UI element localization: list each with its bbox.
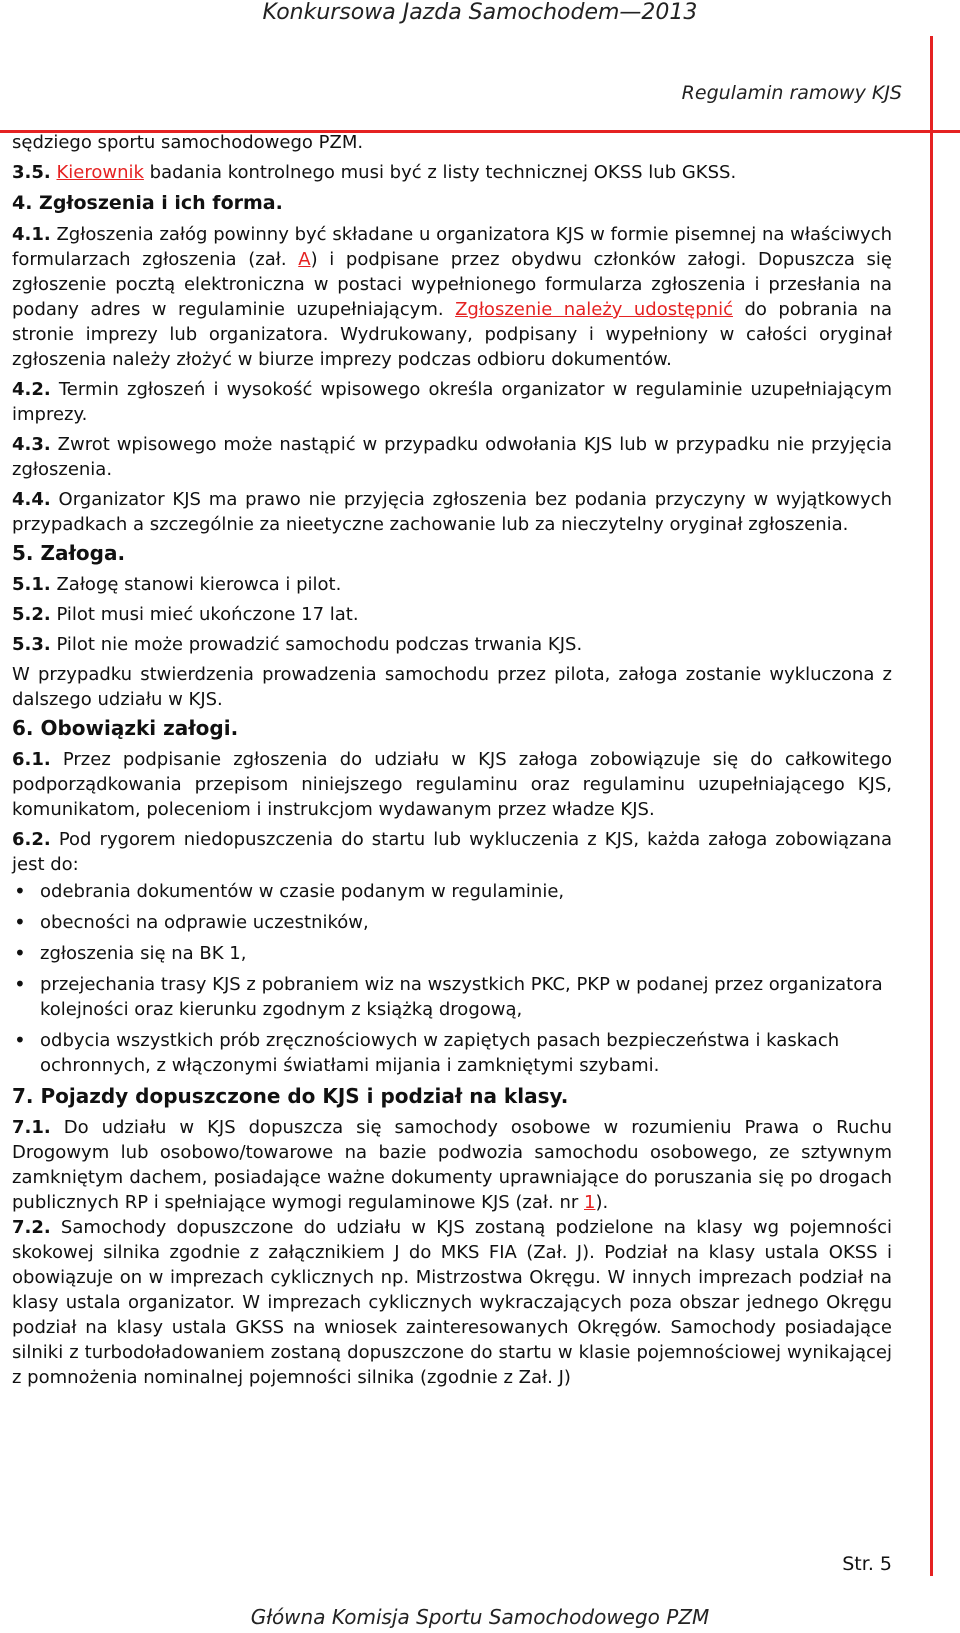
list-item: • odbycia wszystkich prób zręcznościowych w zapiętych pasach bezpieczeństwa i kaskach ochronnych, z włączonymi światłami mijania i zamkniętymi szybami. bbox=[12, 1028, 892, 1078]
page-number: Str. 5 bbox=[842, 1553, 892, 1575]
section-number: 4.3. bbox=[12, 434, 51, 455]
section-number: 5.3. bbox=[12, 634, 51, 655]
section-text: Termin zgłoszeń i wysokość wpisowego określa organizator w regulaminie uzupełniającym imprezy. bbox=[12, 379, 892, 425]
section-5-1 bbox=[12, 572, 892, 597]
link-zal-a[interactable]: A bbox=[298, 249, 311, 270]
heading-5: 5. Załoga. bbox=[12, 541, 126, 565]
section-text: Organizator KJS ma prawo nie przyjęcia zgłoszenia bez podania przyczyny w wyjątkowych przypadkach a szczególnie za nieetyczne zachowanie lub za nieczytelny oryginał zgłoszenia. bbox=[12, 489, 892, 535]
link-kierownik[interactable]: Kierownik bbox=[56, 162, 144, 183]
section-number: 4.2. bbox=[12, 379, 51, 400]
document-body bbox=[12, 130, 892, 1390]
section-text: Do udziału w KJS dopuszcza się samochody osobowe w rozumieniu Prawa o Ruchu Drogowym lub osobowo/towarowe na bazie podwozia samochodu osobowego, ze sztywnym zamkniętym dachem, posiadające ważne dokumenty uprawniające do poruszania się po drogach publicznych RP i spełniające wymogi regulaminowe KJS (zał. nr bbox=[12, 1117, 892, 1213]
section-text: Zgłoszenia załóg powinny być składane u organizatora KJS w formie pisemnej na właściwych formularzach zgłoszenia (zał. bbox=[12, 224, 892, 270]
list-item: • obecności na odprawie uczestników, bbox=[12, 910, 892, 935]
section-number: 3.5. bbox=[12, 162, 51, 183]
section-5-3 bbox=[12, 632, 892, 657]
header-subtitle: Regulamin ramowy KJS bbox=[681, 82, 902, 104]
paragraph: W przypadku stwierdzenia prowadzenia samochodu przez pilota, załoga zostanie wykluczona z dalszego udziału w KJS. bbox=[12, 664, 892, 710]
section-number: 4.4. bbox=[12, 489, 51, 510]
header-title: Konkursowa Jazda Samochodem—2013 bbox=[262, 0, 698, 25]
list-item: • zgłoszenia się na BK 1, bbox=[12, 941, 892, 966]
section-text: do pobrania na stronie imprezy lub organizatora. Wydrukowany, podpisany i wypełniony w całości oryginał zgłoszenia należy złożyć w biurze imprezy podczas odbioru dokumentów. bbox=[12, 299, 893, 370]
heading-7: 7. Pojazdy dopuszczone do KJS i podział na klasy. bbox=[12, 1084, 569, 1108]
section-6-1 bbox=[12, 747, 892, 822]
section-7-2 bbox=[12, 1215, 892, 1390]
section-number: 6.2. bbox=[12, 829, 51, 850]
section-text: ). bbox=[595, 1192, 609, 1213]
section-text: badania kontrolnego musi być z listy technicznej OKSS lub GKSS. bbox=[143, 162, 737, 183]
section-number: 4.1. bbox=[12, 224, 51, 245]
section-number: 7.1. bbox=[12, 1117, 51, 1138]
footer: Główna Komisja Sportu Samochodowego PZM bbox=[250, 1605, 710, 1629]
section-number: 5.2. bbox=[12, 604, 51, 625]
section-text: Pod rygorem niedopuszczenia do startu lub wykluczenia z KJS, każda załoga zobowiązana jest do: bbox=[12, 829, 892, 875]
section-text: ) i podpisane przez obydwu członków załogi. Dopuszcza się zgłoszenie pocztą elektroniczna w postaci wypełnionego formularza zgłoszenia i przesłania na podany adres w regulaminie uzupełniającym. bbox=[12, 249, 893, 320]
section-4-4 bbox=[12, 487, 892, 537]
section-4-1 bbox=[12, 222, 892, 372]
list-item: • przejechania trasy KJS z pobraniem wiz na wszystkich PKC, PKP w podanej przez organizatora kolejności oraz kierunku zgodnym z książką drogową, bbox=[12, 972, 892, 1022]
section-number: 7.2. bbox=[12, 1217, 51, 1238]
section-text: Pilot nie może prowadzić samochodu podczas trwania KJS. bbox=[50, 634, 583, 655]
section-3-5 bbox=[12, 160, 892, 185]
list-item: • odebrania dokumentów w czasie podanym w regulaminie, bbox=[12, 879, 892, 904]
obligations-list bbox=[12, 879, 892, 1078]
paragraph: sędziego sportu samochodowego PZM. bbox=[12, 132, 364, 153]
section-7-1 bbox=[12, 1115, 892, 1215]
section-text: Załogę stanowi kierowca i pilot. bbox=[50, 574, 342, 595]
heading-6: 6. Obowiązki załogi. bbox=[12, 716, 239, 740]
link-zal-1[interactable]: 1 bbox=[584, 1192, 596, 1213]
section-text: Samochody dopuszczone do udziału w KJS zostaną podzielone na klasy wg pojemności skokowej silnika zgodnie z załącznikiem J do MKS FIA (Zał. J). Podział na klasy ustala OKSS i obowiązuje on w imprezach cyklicznych np. Mistrzostwa Okręgu. W innych imprezach podział na klasy ustala organizator. W imprezach cyklicznych wykraczających poza obszar jednego Okręgu podział na klasy ustala GKSS na wniosek zainteresowanych Okręgów. Samochody posiadające silniki z turbodoładowaniem zostaną dopuszczone do startu w klasie pojemnościowej wynikającej z pomnożenia nominalnej pojemności silnika (zgodnie z Zał. J) bbox=[12, 1217, 892, 1388]
heading-4: 4. Zgłoszenia i ich forma. bbox=[12, 192, 283, 214]
section-6-2 bbox=[12, 827, 892, 877]
margin-line-vertical bbox=[930, 36, 933, 1576]
section-4-2 bbox=[12, 377, 892, 427]
section-4-3 bbox=[12, 432, 892, 482]
section-5-2 bbox=[12, 602, 892, 627]
section-number: 5.1. bbox=[12, 574, 51, 595]
section-text: Przez podpisanie zgłoszenia do udziału w KJS załoga zobowiązuje się do całkowitego podporządkowania przepisom niniejszego regulaminu oraz regulaminu uzupełniającego KJS, komunikatom, poleceniom i instrukcjom wydawanym przez władze KJS. bbox=[12, 749, 892, 820]
link-zgloszenie[interactable]: Zgłoszenie należy udostępnić bbox=[455, 299, 733, 320]
section-number: 6.1. bbox=[12, 749, 51, 770]
section-text: Pilot musi mieć ukończone 17 lat. bbox=[50, 604, 359, 625]
section-text: Zwrot wpisowego może nastąpić w przypadku odwołania KJS lub w przypadku nie przyjęcia zgłoszenia. bbox=[12, 434, 892, 480]
